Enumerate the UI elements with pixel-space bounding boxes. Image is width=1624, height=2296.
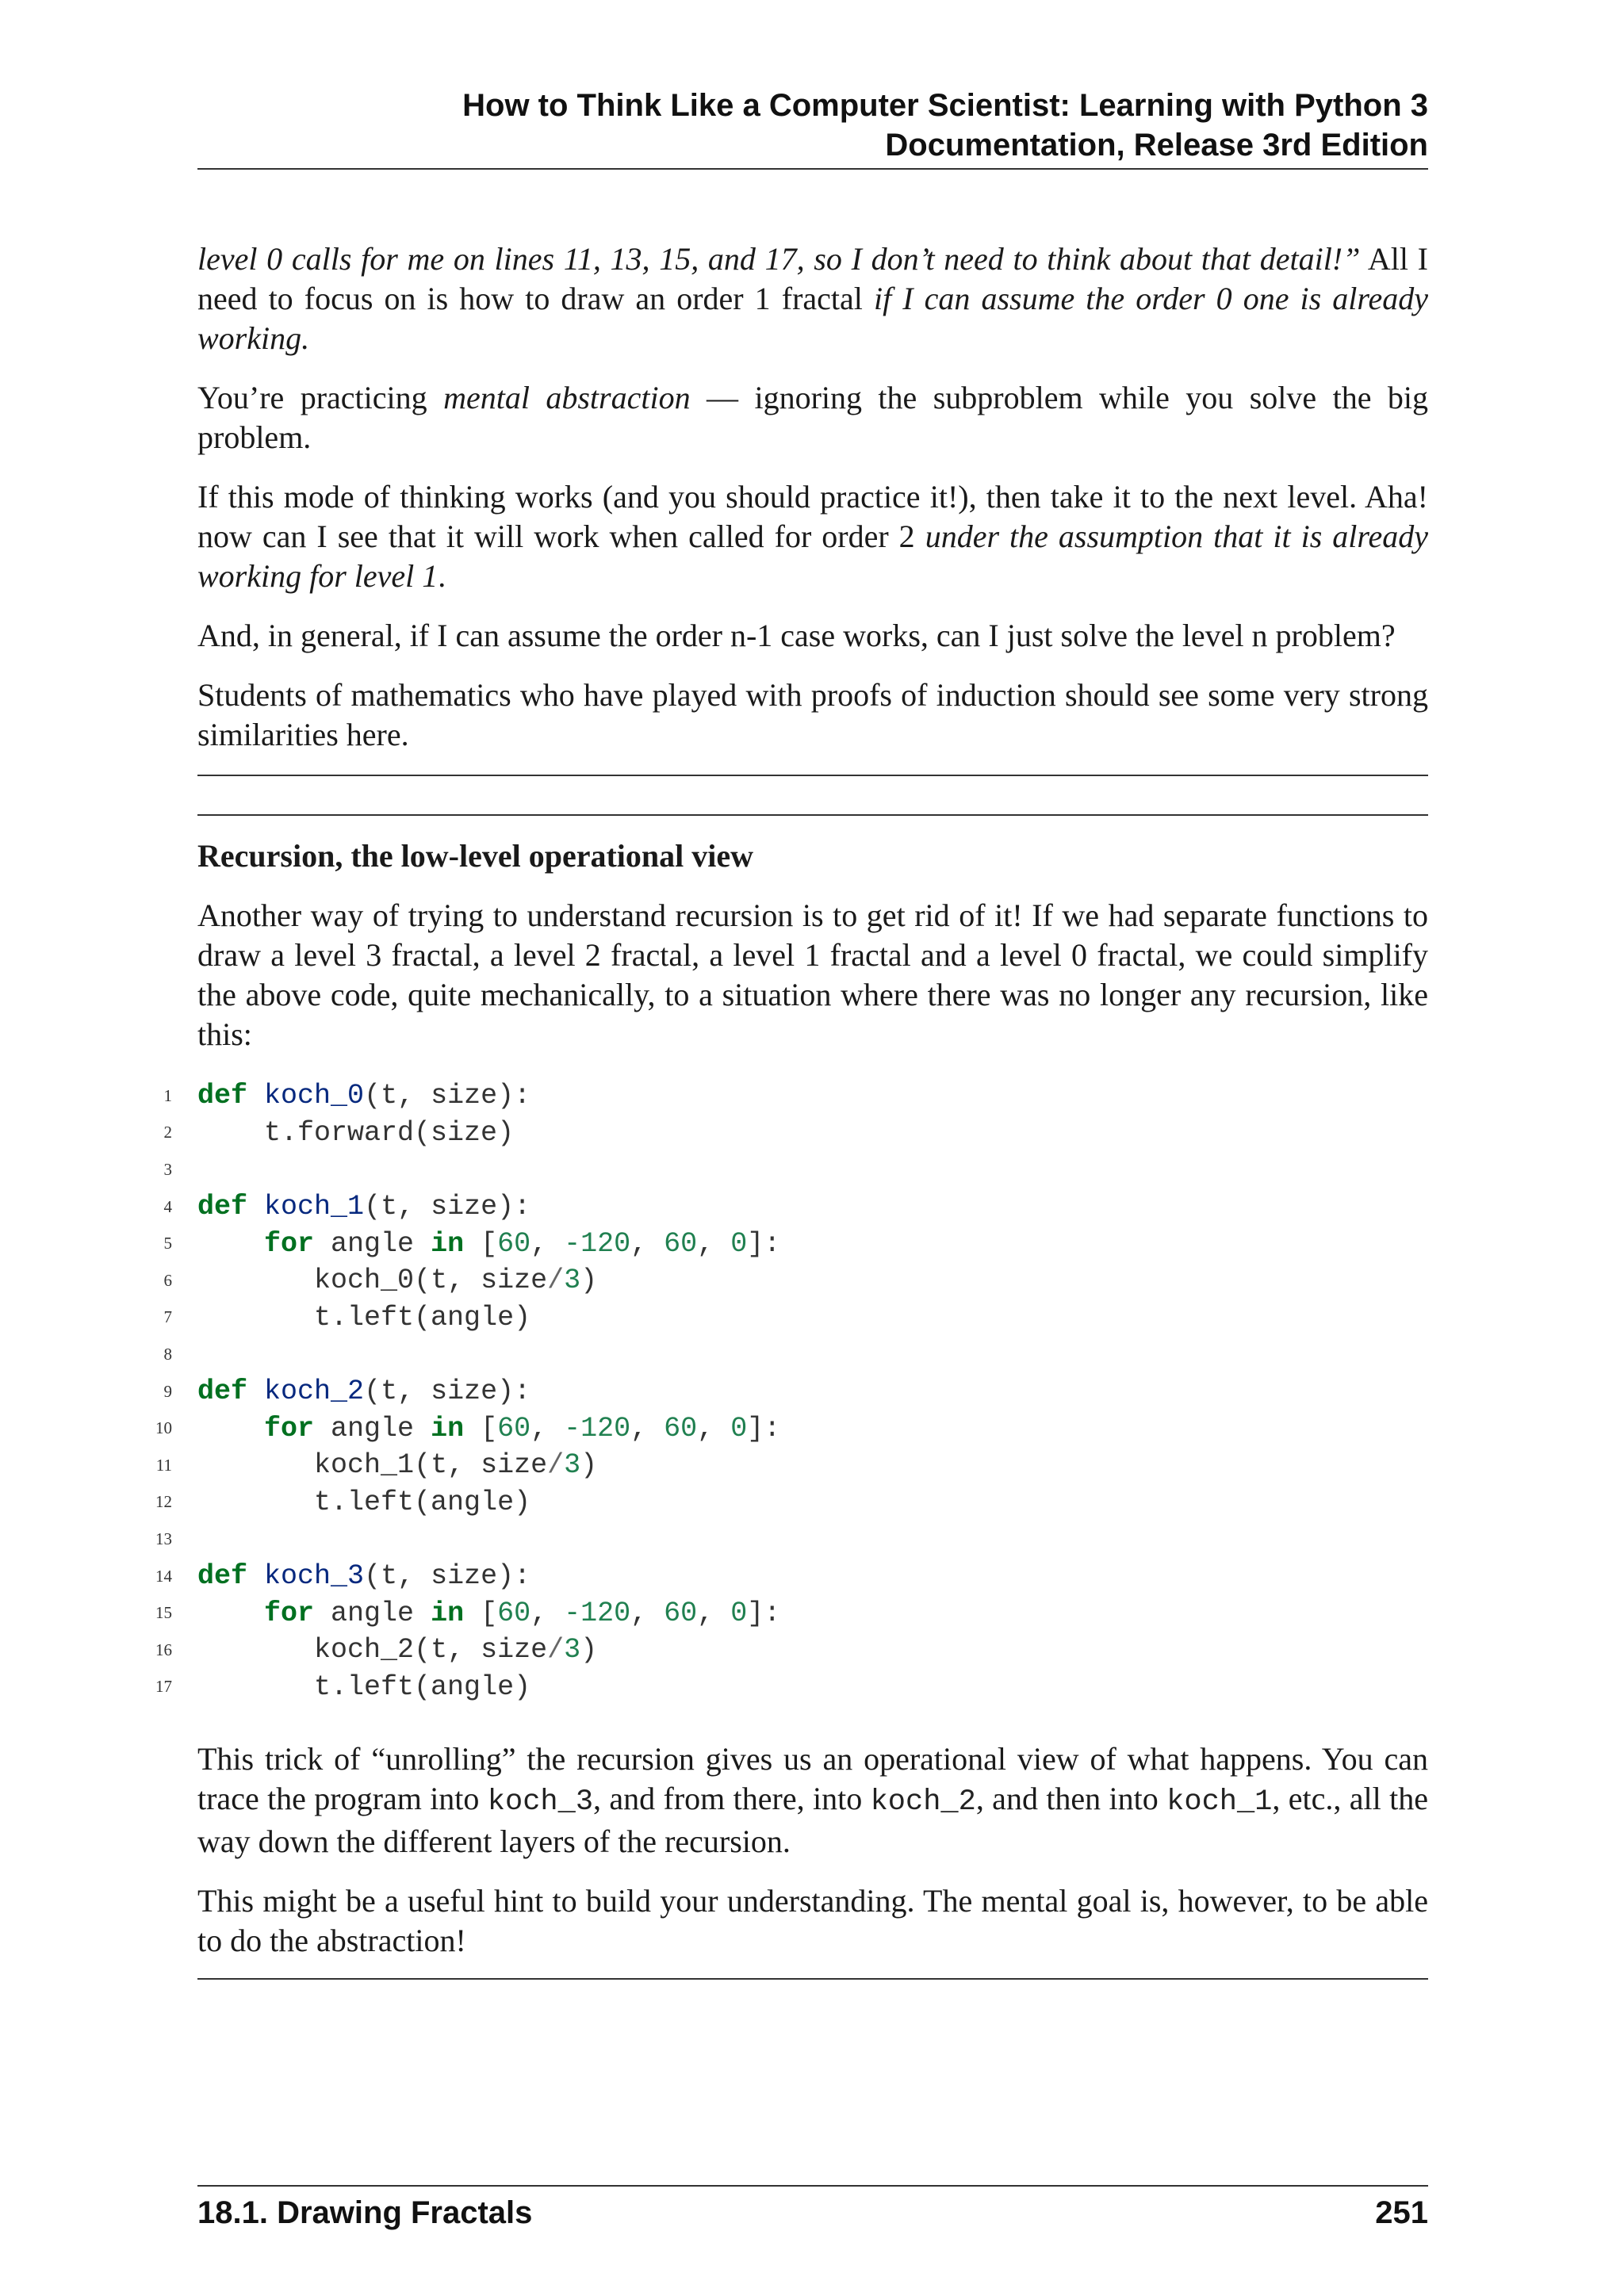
code-line: 10 for angle in [60, -120, 60, 0]: bbox=[151, 1410, 1435, 1447]
body-text bbox=[197, 239, 1428, 755]
code-line: 6 koch_0(t, size/3) bbox=[151, 1262, 1435, 1299]
code-line bbox=[151, 1521, 1435, 1558]
code-block bbox=[151, 1077, 1435, 1705]
line-number: 6 bbox=[163, 1270, 172, 1290]
line-number: 14 bbox=[155, 1566, 172, 1586]
line-number: 1 bbox=[163, 1085, 172, 1105]
running-header bbox=[197, 86, 1428, 165]
line-number: 12 bbox=[155, 1492, 172, 1512]
inline-code: koch_3 bbox=[487, 1785, 594, 1819]
code-line bbox=[151, 1336, 1435, 1373]
line-number: 5 bbox=[163, 1234, 172, 1253]
code-line: 17 t.left(angle) bbox=[151, 1669, 1435, 1706]
paragraph-2: You’re practicing mental abstraction — ignoring the subproblem while you solve the big problem. bbox=[197, 380, 1429, 455]
note-rule-top bbox=[197, 814, 1428, 816]
note-rule-bottom bbox=[197, 1978, 1428, 1980]
code-line: 5 for angle in [60, -120, 60, 0]: bbox=[151, 1225, 1435, 1262]
note-followup bbox=[197, 1739, 1428, 1980]
line-number: 15 bbox=[155, 1603, 172, 1623]
line-number: 2 bbox=[163, 1123, 172, 1142]
paragraph-5: Students of mathematics who have played with proofs of induction should see some very strong similarities here. bbox=[197, 677, 1428, 752]
line-number: 7 bbox=[163, 1307, 172, 1327]
inline-code: koch_2 bbox=[870, 1785, 976, 1819]
line-number: 17 bbox=[155, 1677, 172, 1697]
code-line: 4 def koch_1(t, size): bbox=[151, 1188, 1435, 1226]
note-title: Recursion, the low-level operational view bbox=[197, 838, 753, 874]
unrolling-paragraph: This trick of “unrolling” the recursion gives us an operational view of what happens. You can trace the program into koch_3, and from there, into koch_2, and then into koch_1, etc., all the way down the different layers of the recursion. bbox=[197, 1741, 1428, 1859]
code-line bbox=[151, 1151, 1435, 1188]
note-intro: Another way of trying to understand recursion is to get rid of it! If we had separate functions to draw a level 3 fractal, a level 2 fractal, a level 1 fractal and a level 0 fractal, we could simplify the above code, quite mechanically, to a situation where there was no longer any recursion, like this: bbox=[197, 897, 1428, 1052]
line-number: 4 bbox=[163, 1196, 172, 1216]
line-number: 8 bbox=[163, 1344, 172, 1364]
code-line: 7 t.left(angle) bbox=[151, 1299, 1435, 1337]
paragraph-3: If this mode of thinking works (and you should practice it!), then take it to the next level. Aha! now can I see that it will work when called for order 2 under the assumption that it is already working for level 1. bbox=[197, 479, 1428, 594]
paragraph-4: And, in general, if I can assume the order n-1 case works, can I just solve the level n problem? bbox=[197, 618, 1396, 653]
line-number: 10 bbox=[155, 1418, 172, 1438]
code-line: 16 koch_2(t, size/3) bbox=[151, 1632, 1435, 1669]
hint-paragraph: This might be a useful hint to build your understanding. The mental goal is, however, to be able to do the abstraction! bbox=[197, 1883, 1428, 1958]
code-line: 2 t.forward(size) bbox=[151, 1115, 1435, 1152]
header-line-2: Documentation, Release 3rd Edition bbox=[885, 128, 1428, 163]
code-line: 11 koch_1(t, size/3) bbox=[151, 1447, 1435, 1484]
running-footer bbox=[197, 2193, 1428, 2233]
footer-rule bbox=[197, 2185, 1428, 2187]
inline-code: koch_1 bbox=[1166, 1785, 1273, 1819]
note-box bbox=[197, 836, 1428, 1054]
line-number: 3 bbox=[163, 1159, 172, 1179]
line-number: 9 bbox=[163, 1381, 172, 1401]
section-rule-top bbox=[197, 775, 1428, 776]
code-line: 14 def koch_3(t, size): bbox=[151, 1558, 1435, 1595]
header-line-1: How to Think Like a Computer Scientist: Learning with Python 3 bbox=[462, 88, 1428, 123]
paragraph-1: level 0 calls for me on lines 11, 13, 15, and 17, so I don’t need to think about that detail!” All I need to focus on is how to draw an order 1 fractal if I can assume the order 0 one is already working. bbox=[197, 241, 1429, 356]
code-line: 15 for angle in [60, -120, 60, 0]: bbox=[151, 1594, 1435, 1632]
footer-section: 18.1. Drawing Fractals bbox=[197, 2195, 533, 2230]
line-number: 11 bbox=[155, 1455, 172, 1475]
line-number: 16 bbox=[155, 1640, 172, 1659]
page-number: 251 bbox=[1375, 2195, 1428, 2230]
header-rule bbox=[197, 168, 1428, 170]
code-line: 1 def koch_0(t, size): bbox=[151, 1077, 1435, 1115]
code-line: 9 def koch_2(t, size): bbox=[151, 1373, 1435, 1410]
code-line: 12 t.left(angle) bbox=[151, 1484, 1435, 1521]
line-number: 13 bbox=[155, 1529, 172, 1548]
